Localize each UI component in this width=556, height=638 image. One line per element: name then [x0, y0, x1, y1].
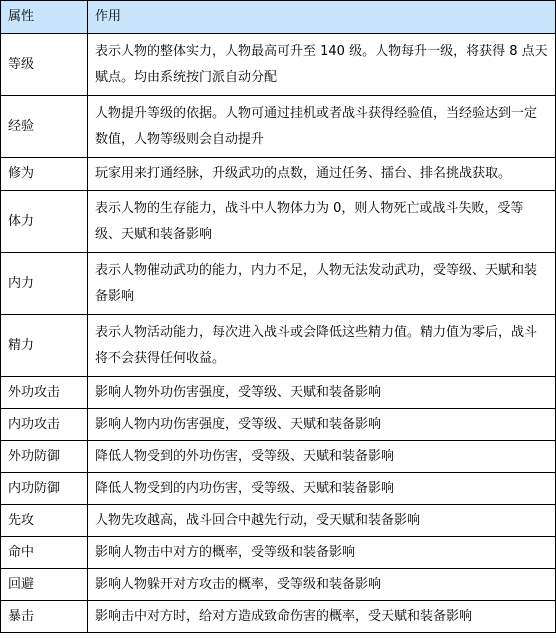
table-row	[1, 505, 556, 537]
table-row	[1, 537, 556, 569]
attribute-name: 命中	[1, 537, 88, 569]
attribute-description: 影响人物躲开对方攻击的概率，受等级和装备影响	[88, 569, 556, 601]
attribute-description: 表示人物催动武功的能力，内力不足，人物无法发动武功，受等级、天赋和装备影响	[88, 253, 556, 315]
attribute-name: 内功攻击	[1, 409, 88, 441]
table-row	[1, 441, 556, 473]
table-row	[1, 191, 556, 253]
attribute-name: 修为	[1, 158, 88, 191]
attribute-description: 表示人物的生存能力，战斗中人物体力为 0，则人物死亡或战斗失败，受等级、天赋和装备影响	[88, 191, 556, 253]
attribute-description: 降低人物受到的内功伤害，受等级、天赋和装备影响	[88, 473, 556, 505]
header-effect: 作用	[88, 1, 556, 34]
attribute-description: 影响人物击中对方的概率，受等级和装备影响	[88, 537, 556, 569]
attribute-description: 表示人物活动能力，每次进入战斗或会降低这些精力值。精力值为零后，战斗将不会获得任何收益。	[88, 315, 556, 377]
table-row	[1, 96, 556, 158]
attribute-description: 人物提升等级的依据。人物可通过挂机或者战斗获得经验值，当经验达到一定数值，人物等级则会自动提升	[88, 96, 556, 158]
attribute-name: 外功攻击	[1, 377, 88, 409]
table-row	[1, 158, 556, 191]
attribute-name: 精力	[1, 315, 88, 377]
attribute-description: 影响人物内功伤害强度，受等级、天赋和装备影响	[88, 409, 556, 441]
attribute-name: 先攻	[1, 505, 88, 537]
table-row	[1, 253, 556, 315]
attribute-description: 影响击中对方时，给对方造成致命伤害的概率，受天赋和装备影响	[88, 601, 556, 633]
table-row	[1, 377, 556, 409]
attribute-name: 暴击	[1, 601, 88, 633]
attribute-description: 表示人物的整体实力，人物最高可升至 140 级。人物每升一级，将获得 8 点天赋点。均由系统按门派自动分配	[88, 34, 556, 96]
header-attribute: 属性	[1, 1, 88, 34]
header-row	[1, 1, 556, 34]
attribute-description: 人物先攻越高，战斗回合中越先行动，受天赋和装备影响	[88, 505, 556, 537]
attribute-name: 经验	[1, 96, 88, 158]
attribute-name: 体力	[1, 191, 88, 253]
attribute-name: 内力	[1, 253, 88, 315]
attribute-name: 内功防御	[1, 473, 88, 505]
table-row	[1, 409, 556, 441]
attribute-name: 回避	[1, 569, 88, 601]
table-row	[1, 569, 556, 601]
table-row	[1, 473, 556, 505]
table-row	[1, 315, 556, 377]
attribute-description: 玩家用来打通经脉，升级武功的点数，通过任务、擂台、排名挑战获取。	[88, 158, 556, 191]
attribute-name: 外功防御	[1, 441, 88, 473]
table-row	[1, 601, 556, 633]
attribute-description: 降低人物受到的外功伤害，受等级、天赋和装备影响	[88, 441, 556, 473]
table-row	[1, 34, 556, 96]
attribute-description: 影响人物外功伤害强度，受等级、天赋和装备影响	[88, 377, 556, 409]
attribute-name: 等级	[1, 34, 88, 96]
